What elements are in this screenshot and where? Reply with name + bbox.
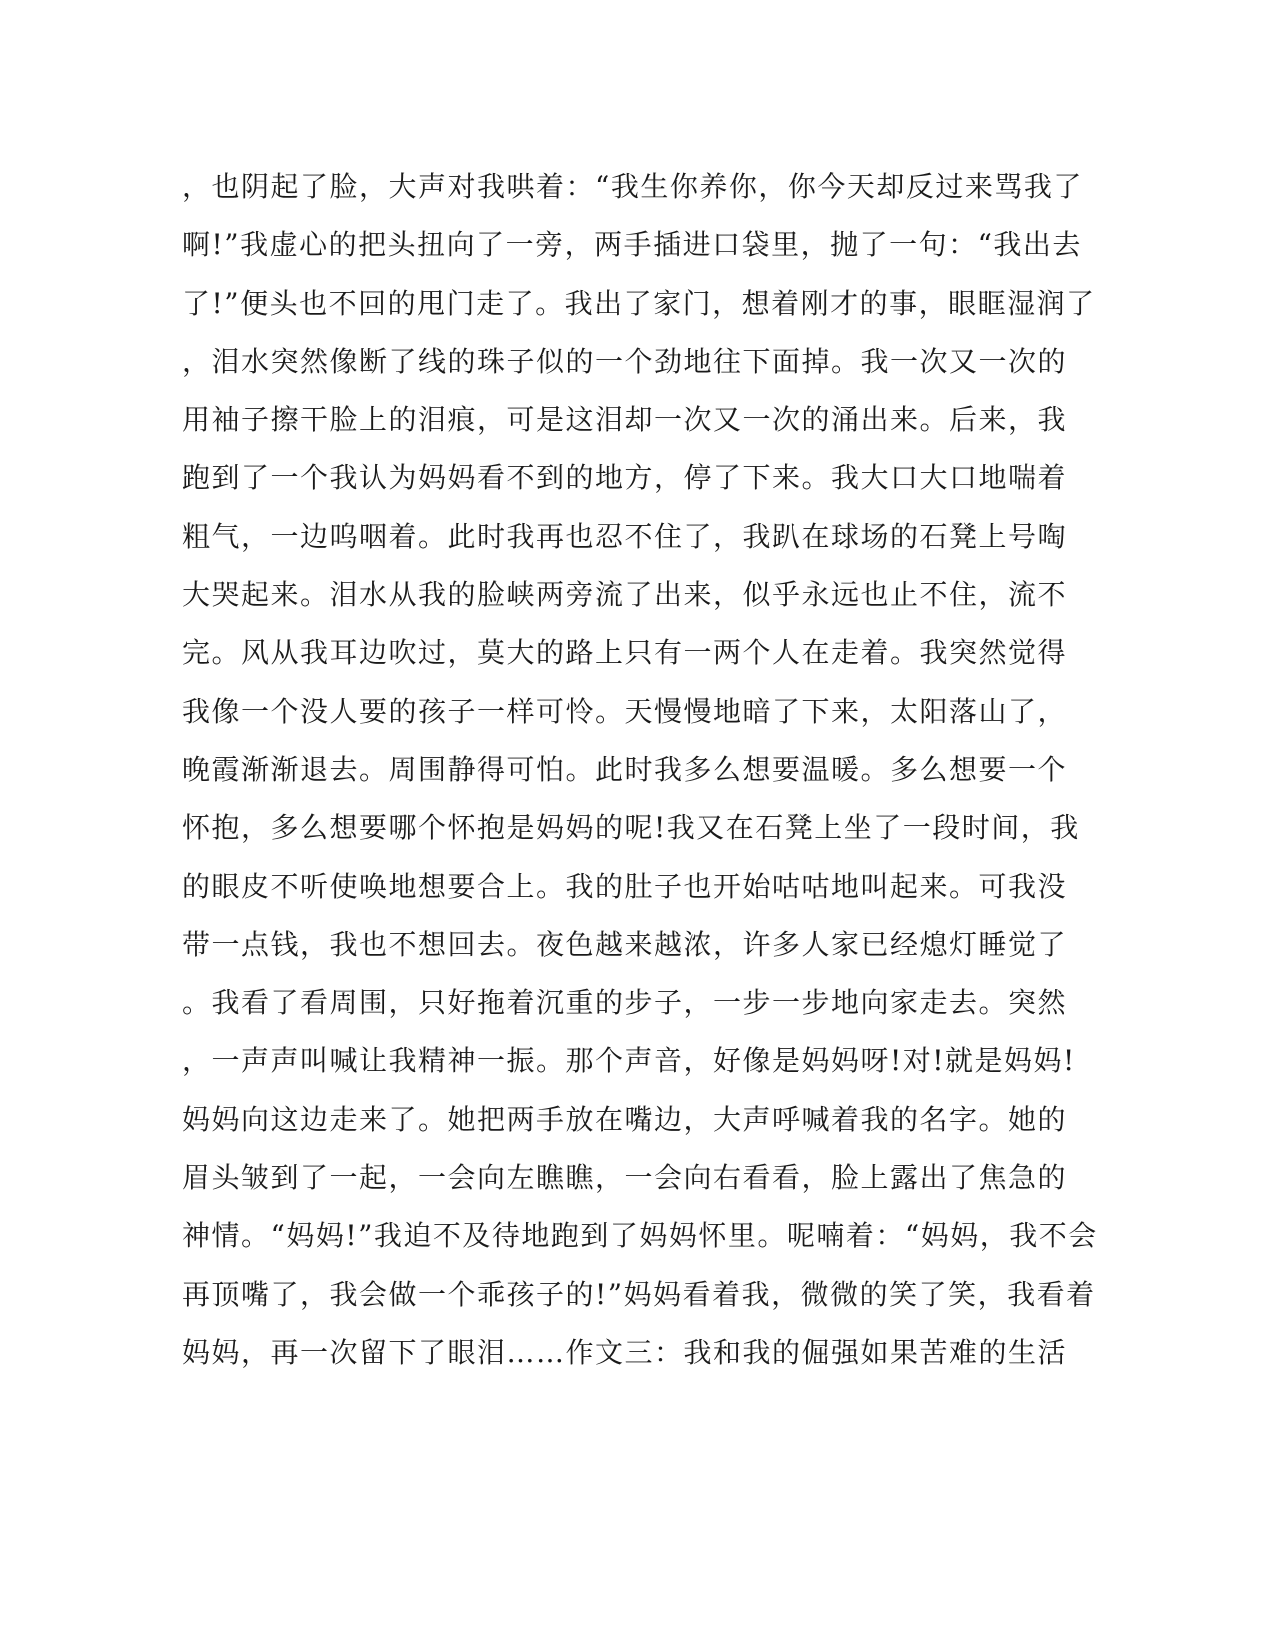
text-line-20: 再顶嘴了，我会做一个乖孩子的!”妈妈看着我，微微的笑了笑，我看着 [182,1277,1096,1311]
text-line-17: 妈妈向这边走来了。她把两手放在嘴边，大声呼喊着我的名字。她的 [182,1102,1068,1136]
text-line-1: ，也阴起了脸，大声对我哄着：“我生你养你，你今天却反过来骂我了 [182,170,1083,203]
text-line-6: 跑到了一个我认为妈妈看不到的地方，停了下来。我大口大口地喘着 [182,461,1068,495]
text-line-10: 我像一个没人要的孩子一样可怜。天慢慢地暗了下来，太阳落山了， [182,694,1068,728]
text-line-15: 。我看了看周围，只好拖着沉重的步子，一步一步地向家走去。突然 [182,986,1068,1020]
text-line-13: 的眼皮不听使唤地想要合上。我的肚子也开始咕咕地叫起来。可我没 [182,869,1068,903]
text-line-3: 了!”便头也不回的甩门走了。我出了家门，想着刚才的事，眼眶湿润了 [182,286,1096,320]
text-line-9: 完。风从我耳边吹过，莫大的路上只有一两个人在走着。我突然觉得 [182,636,1068,670]
text-line-5: 用袖子擦干脸上的泪痕，可是这泪却一次又一次的涌出来。后来，我 [182,403,1068,437]
text-line-2: 啊!”我虚心的把头扭向了一旁，两手插进口袋里，抛了一句：“我出去 [182,228,1082,262]
text-line-7: 粗气，一边呜咽着。此时我再也忍不住了，我趴在球场的石凳上号啕 [182,519,1068,553]
text-line-18: 眉头皱到了一起，一会向左瞧瞧，一会向右看看，脸上露出了焦急的 [182,1161,1068,1195]
text-line-16: ，一声声叫喊让我精神一振。那个声音，好像是妈妈呀!对!就是妈妈! [182,1044,1076,1078]
text-line-11: 晚霞渐渐退去。周围静得可怕。此时我多么想要温暖。多么想要一个 [182,752,1068,786]
body-text [182,158,1098,1382]
text-line-14: 带一点钱，我也不想回去。夜色越来越浓，许多人家已经熄灯睡觉了 [182,927,1068,961]
text-line-19: 神情。“妈妈!”我迫不及待地跑到了妈妈怀里。呢喃着：“妈妈，我不会 [182,1219,1098,1253]
text-line-12: 怀抱，多么想要哪个怀抱是妈妈的呢!我又在石凳上坐了一段时间，我 [182,811,1080,845]
text-line-21: 妈妈，再一次留下了眼泪……作文三：我和我的倔强如果苦难的生活 [182,1335,1068,1369]
text-line-4: ，泪水突然像断了线的珠子似的一个劲地往下面掉。我一次又一次的 [182,344,1068,378]
text-line-8: 大哭起来。泪水从我的脸峡两旁流了出来，似乎永远也止不住，流不 [182,578,1068,612]
